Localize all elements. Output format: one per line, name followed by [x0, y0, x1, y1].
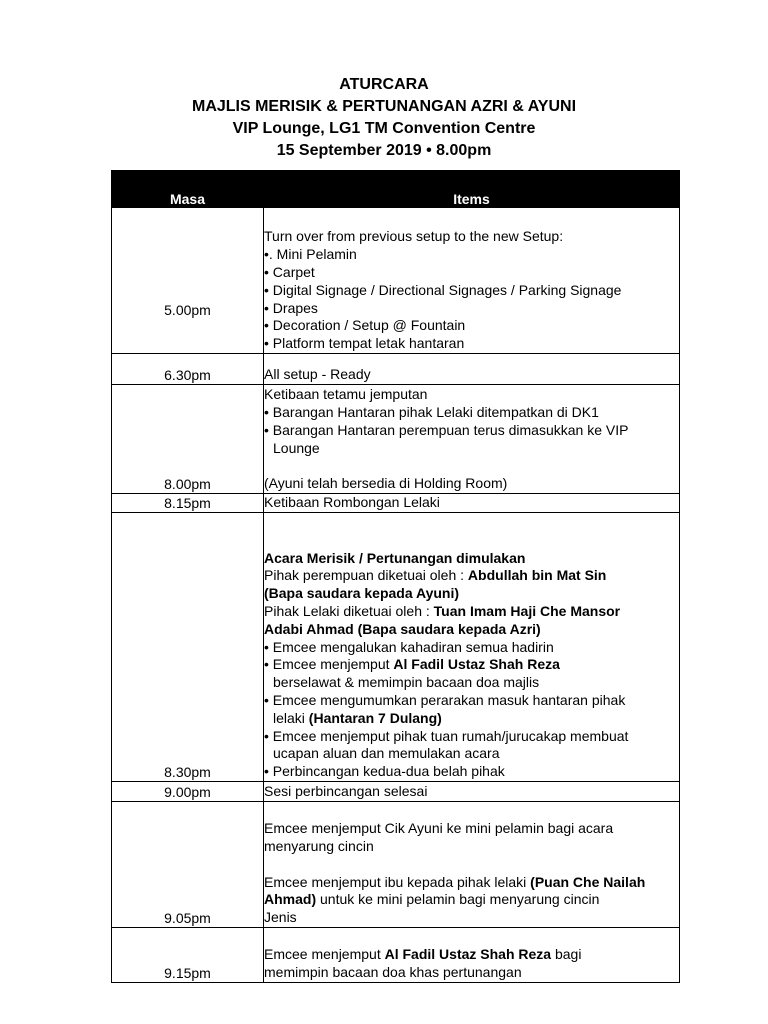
row-items — [264, 513, 680, 782]
column-header-items: Items — [264, 171, 680, 208]
item-line: Acara Merisik / Pertunangan dimulakan — [264, 549, 526, 566]
document-title — [0, 74, 768, 162]
title-line-1: ATURCARA — [339, 76, 429, 93]
item-line: • Emcee mengalukan kahadiran semua hadirin — [264, 638, 554, 655]
row-time: 8.15pm — [112, 494, 264, 513]
row-items — [264, 354, 680, 385]
row-items — [264, 782, 680, 802]
table-row — [112, 802, 680, 928]
item-line: Emcee menjemput ibu kepada pihak lelaki (Puan Che Nailah — [264, 873, 646, 890]
item-line: • Carpet — [264, 264, 315, 281]
row-time: 6.30pm — [112, 354, 264, 385]
item-line: • Decoration / Setup @ Fountain — [264, 317, 466, 334]
item-line: Ketibaan Rombongan Lelaki — [264, 494, 440, 511]
table-row — [112, 385, 680, 494]
item-line: Adabi Ahmad (Bapa saudara kepada Azri) — [264, 620, 541, 637]
item-line: ucapan aluan dan memulakan acara — [273, 745, 500, 762]
item-line: • Platform tempat letak hantaran — [264, 335, 465, 352]
item-line: Emcee menjemput Cik Ayuni ke mini pelamin bagi acara — [264, 820, 614, 837]
item-line: Sesi perbincangan selesai — [264, 783, 428, 800]
row-items — [264, 385, 680, 494]
title-line-4: 15 September 2019 • 8.00pm — [276, 142, 492, 159]
item-line: (Ayuni telah bersedia di Holding Room) — [264, 475, 508, 492]
table-row — [112, 354, 680, 385]
item-line: • Drapes — [264, 299, 318, 316]
table-row — [112, 208, 680, 354]
row-time: 9.15pm — [112, 928, 264, 983]
item-line: • Emcee mengumumkan perarakan masuk hantaran pihak — [264, 692, 626, 709]
row-time: 9.00pm — [112, 782, 264, 802]
item-line: • Emcee menjemput pihak tuan rumah/jurucakap membuat — [264, 727, 629, 744]
item-line: • Digital Signage / Directional Signages / Parking Signage — [264, 281, 622, 298]
row-time: 8.00pm — [112, 385, 264, 494]
item-line: • Emcee menjemput Al Fadil Ustaz Shah Reza — [264, 656, 560, 673]
row-time: 9.05pm — [112, 802, 264, 928]
row-items — [264, 802, 680, 928]
row-time: 5.00pm — [112, 208, 264, 354]
item-line: lelaki (Hantaran 7 Dulang) — [273, 709, 442, 726]
item-line: •. Mini Pelamin — [264, 246, 357, 263]
table-row — [112, 513, 680, 782]
row-items — [264, 928, 680, 983]
item-line: All setup - Ready — [264, 366, 371, 383]
item-line: Turn over from previous setup to the new Setup: — [264, 228, 564, 245]
item-line: Emcee menjemput Al Fadil Ustaz Shah Reza bagi — [264, 946, 582, 963]
item-line: memimpin bacaan doa khas pertunangan — [264, 964, 522, 981]
item-line: Jenis — [264, 909, 297, 926]
item-line: Ketibaan tetamu jemputan — [264, 386, 428, 403]
title-line-2: MAJLIS MERISIK & PERTUNANGAN AZRI & AYUNI — [191, 98, 577, 115]
item-line: menyarung cincin — [264, 838, 374, 855]
item-line: Ahmad) untuk ke mini pelamin bagi menyarung cincin — [264, 891, 600, 908]
row-items — [264, 494, 680, 513]
table-row — [112, 494, 680, 513]
column-header-masa: Masa — [112, 171, 264, 208]
table-row — [112, 782, 680, 802]
table-header-row — [112, 171, 680, 208]
row-time: 8.30pm — [112, 513, 264, 782]
item-line: berselawat & memimpin bacaan doa majlis — [273, 674, 540, 691]
item-line: (Bapa saudara kepada Ayuni) — [264, 585, 460, 602]
item-line: • Barangan Hantaran pihak Lelaki ditempatkan di DK1 — [264, 404, 599, 421]
item-line: Lounge — [273, 439, 320, 456]
item-line: Pihak perempuan diketuai oleh : Abdullah bin Mat Sin — [264, 567, 607, 584]
item-line: Pihak Lelaki diketuai oleh : Tuan Imam Haji Che Mansor — [264, 603, 621, 620]
item-line: • Barangan Hantaran perempuan terus dimasukkan ke VIP — [264, 421, 629, 438]
table-row — [112, 928, 680, 983]
item-line: • Perbincangan kedua-dua belah pihak — [264, 763, 505, 780]
schedule-table — [111, 170, 680, 983]
row-items — [264, 208, 680, 354]
title-line-3: VIP Lounge, LG1 TM Convention Centre — [232, 120, 536, 137]
